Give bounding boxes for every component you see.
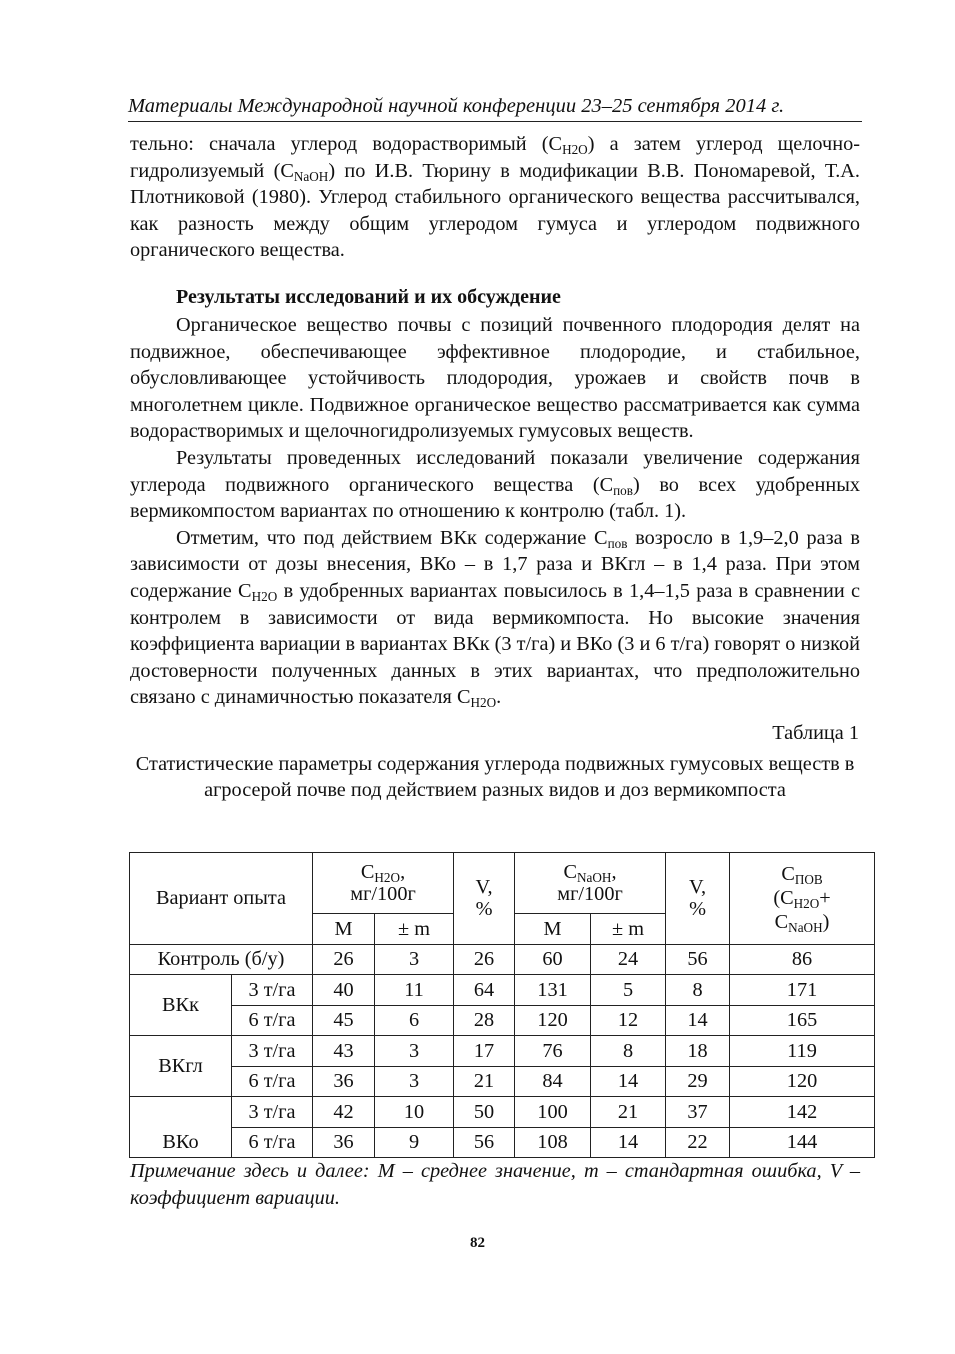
table-title: Статистические параметры содержания углерода подвижных гумусовых веществ в агросерой почве под действием разных видов и доз вермикомпоста: [135, 753, 855, 801]
cell: 56: [666, 944, 730, 975]
group-label: ВКгл: [130, 1036, 232, 1097]
table-row: [130, 1036, 875, 1067]
cell: 43: [313, 1036, 375, 1067]
cell: 36: [313, 1066, 375, 1097]
group-label: ВКк: [130, 975, 232, 1036]
header-v1: V, %: [454, 853, 515, 945]
cell: 144: [730, 1127, 875, 1158]
intro-paragraph: тельно: сначала углерод водорастворимый $(С_{Н2О})$ а затем углерод щелочно-гидролизуемый $(С_{NaOH})$ по И.В. Тюрину в модификации В.В. Пономаревой, Т.А. Плотниковой (1980). Углерод стабильного органического вещества рассчитывался, как разность между общим углеродом гумуса и углеродом подвижного органического вещества.: [130, 133, 860, 262]
cell: 60: [515, 944, 591, 975]
paragraph-2: Результаты проведенных исследований показали увеличение содержания углерода подвижного органического вещества $(С_{пов})$ во всех удобренных вермикомпостом вариантах по отношению к контролю (табл. 1).: [130, 446, 860, 523]
table-row: [130, 1097, 875, 1128]
page-number: 82: [470, 1235, 485, 1251]
subheader-m: М: [313, 914, 375, 945]
dose-cell: 6 т/га: [232, 1127, 313, 1158]
cell: 171: [730, 975, 875, 1006]
subheader-m: М: [515, 914, 591, 945]
cell: 100: [515, 1097, 591, 1128]
table-row: [130, 1005, 875, 1036]
results-text: [130, 312, 860, 711]
header-variant: Вариант опыта: [130, 853, 313, 945]
cell: 14: [591, 1127, 666, 1158]
header-cnaoh: $С_{NaOH}$, мг/100г: [515, 853, 666, 914]
cell: 26: [313, 944, 375, 975]
dose-cell: 3 т/га: [232, 1097, 313, 1128]
cell: 17: [454, 1036, 515, 1067]
header-cpov: $С_{ПОВ}$ ($С_{Н2О}+$ $С_{NaOH}$): [730, 853, 875, 945]
cell: 29: [666, 1066, 730, 1097]
cell: 26: [454, 944, 515, 975]
cell: 10: [375, 1097, 454, 1128]
cell: 120: [515, 1005, 591, 1036]
cell: 8: [666, 975, 730, 1006]
cell: 45: [313, 1005, 375, 1036]
table-row-control: [130, 944, 875, 975]
cell: 21: [591, 1097, 666, 1128]
cell: 131: [515, 975, 591, 1006]
cell: 42: [313, 1097, 375, 1128]
table-caption: Таблица 1: [772, 722, 859, 744]
dose-cell: 3 т/га: [232, 975, 313, 1006]
cell: 3: [375, 944, 454, 975]
cell: 3: [375, 1036, 454, 1067]
cell: 22: [666, 1127, 730, 1158]
cell: 24: [591, 944, 666, 975]
header-ch2o: $С_{Н2О}$, мг/100г: [313, 853, 454, 914]
cell: 6: [375, 1005, 454, 1036]
cell: 86: [730, 944, 875, 975]
cell: 3: [375, 1066, 454, 1097]
section-heading: Результаты исследований и их обсуждение: [176, 286, 561, 308]
subheader-pm: ± m: [591, 914, 666, 945]
cell: 76: [515, 1036, 591, 1067]
cell: 11: [375, 975, 454, 1006]
cell: 165: [730, 1005, 875, 1036]
dose-cell: 3 т/га: [232, 1036, 313, 1067]
cell: 56: [454, 1127, 515, 1158]
cell: 21: [454, 1066, 515, 1097]
cell: 119: [730, 1036, 875, 1067]
cell: 64: [454, 975, 515, 1006]
cell: 84: [515, 1066, 591, 1097]
header-v2: V, %: [666, 853, 730, 945]
cell: 28: [454, 1005, 515, 1036]
cell: 37: [666, 1097, 730, 1128]
cell: 142: [730, 1097, 875, 1128]
data-table: [129, 852, 875, 1158]
paragraph-1: Органическое вещество почвы с позиций почвенного плодородия делят на подвижное, обеспечивающее эффективное плодородие, и стабильное, обусловливающее устойчивость плодородия, урожаев и свойств почв в многолетнем цикле. Подвижное органическое вещество рассматривается как сумма водорастворимых и щелочногидролизуемых гумусовых веществ.: [130, 314, 860, 443]
cell: 14: [591, 1066, 666, 1097]
running-header: Материалы Международной научной конференции 23–25 сентября 2014 г.: [128, 93, 862, 122]
paragraph-3: Отметим, что под действием ВКк содержание $С_{пов}$ возросло в 1,9–2,0 раза в зависимости от дозы внесения, ВКо – в 1,7 раза и ВКгл – в 1,4 раза. При этом содержание $С_{Н2О}$ в удобренных вариантах повысилось в 1,4–1,5 раза в сравнении с контролем в зависимости от вида вермикомпоста. Но высокие значения коэффициента вариации в вариантах ВКк (3 т/га) и ВКо (3 и 6 т/га) говорят о низкой достоверности полученных данных в этих вариантах, что предположительно связано с динамичностью показателя $С_{Н2О}$.: [130, 526, 861, 711]
cell: 40: [313, 975, 375, 1006]
cell: 36: [313, 1127, 375, 1158]
cell: 8: [591, 1036, 666, 1067]
cell: 9: [375, 1127, 454, 1158]
cell: 5: [591, 975, 666, 1006]
subheader-pm: ± m: [375, 914, 454, 945]
cell: 18: [666, 1036, 730, 1067]
cell: 14: [666, 1005, 730, 1036]
cell: 120: [730, 1066, 875, 1097]
dose-cell: 6 т/га: [232, 1005, 313, 1036]
cell: 12: [591, 1005, 666, 1036]
table-row: [130, 1127, 875, 1158]
table-row: [130, 975, 875, 1006]
table-note: Примечание здесь и далее: М – среднее значение, m – стандартная ошибка, V – коэффициент вариации.: [130, 1160, 860, 1209]
cell: 108: [515, 1127, 591, 1158]
group-label: ВКо: [130, 1097, 232, 1158]
cell: 50: [454, 1097, 515, 1128]
row-label: Контроль (б/у): [130, 944, 313, 975]
table-row: [130, 1066, 875, 1097]
dose-cell: 6 т/га: [232, 1066, 313, 1097]
